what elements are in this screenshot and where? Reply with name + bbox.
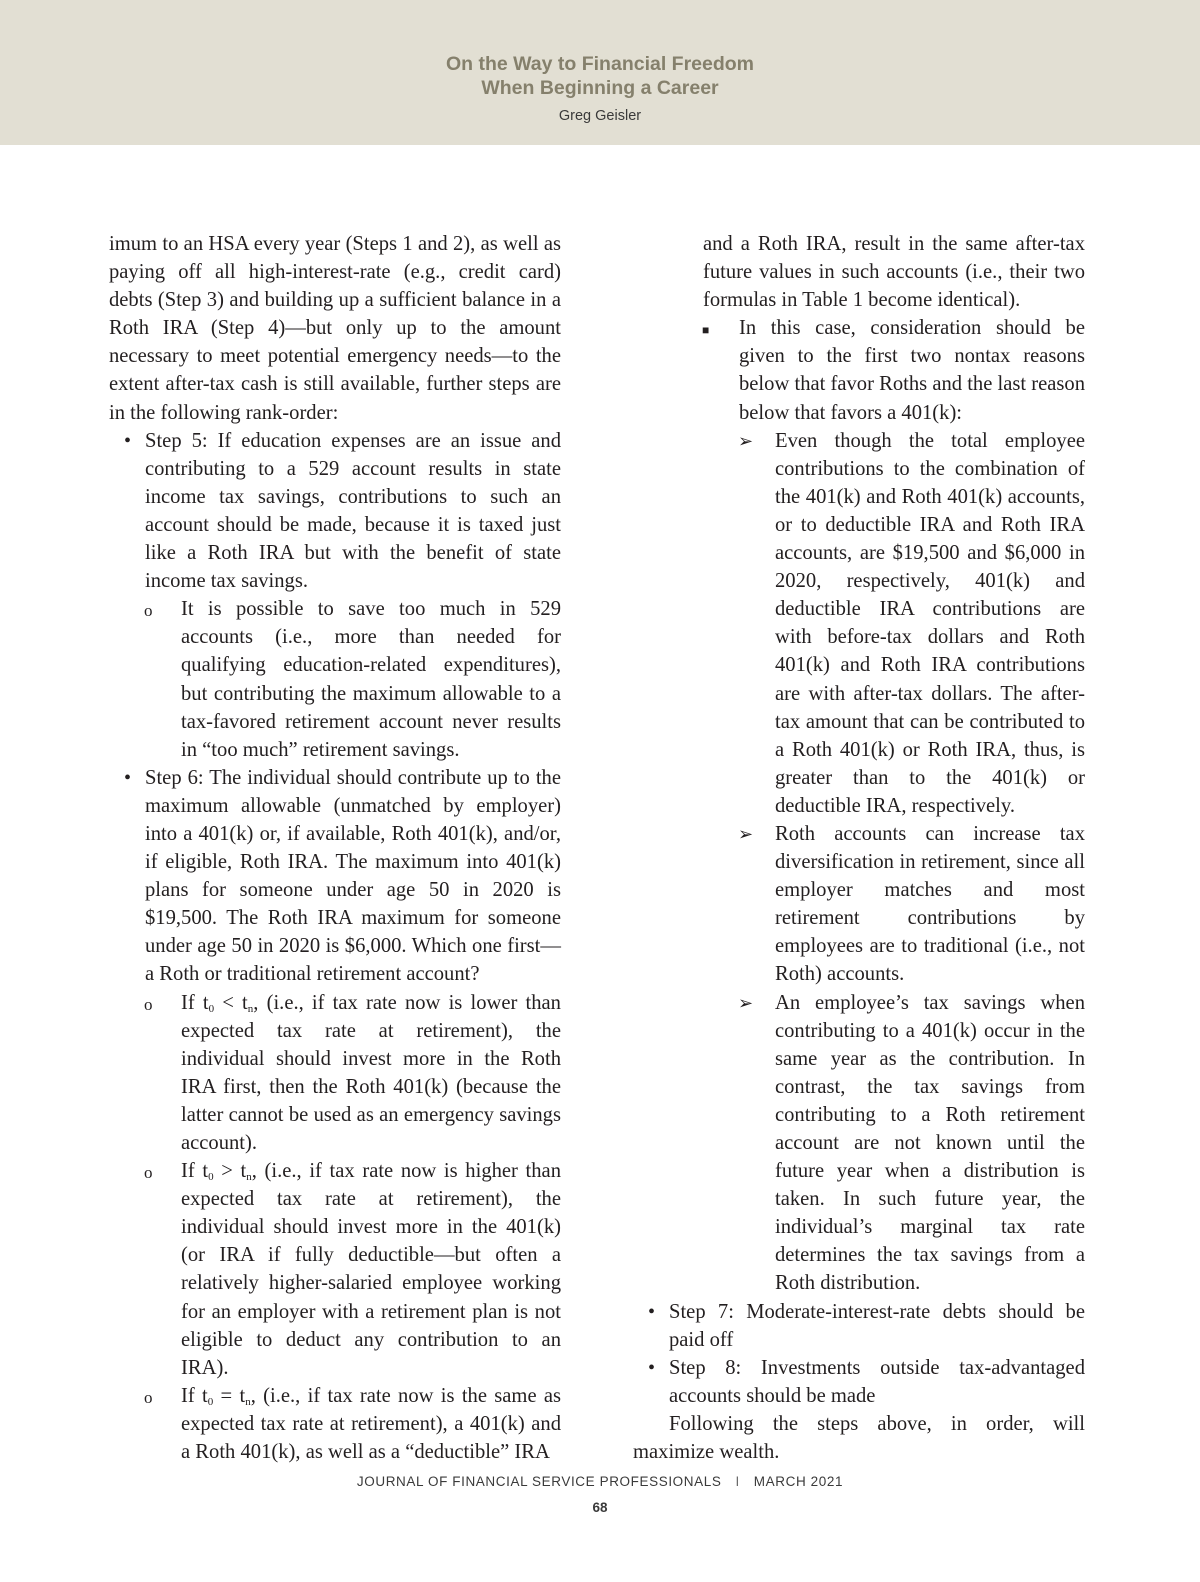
left-column (109, 230, 561, 1466)
circle-marker: o (144, 994, 153, 1014)
issue-date: MARCH 2021 (753, 1474, 844, 1489)
article-title-line-1: On the Way to Financial Freedom (445, 53, 755, 75)
arrow-marker: ➢ (738, 992, 754, 1013)
running-header (0, 0, 1200, 145)
arrow-marker: ➢ (738, 430, 754, 451)
case-higher-text: If $t_0 > t_n$, (i.e., if tax rate now is higher than expected tax rate at retirement), the individual should invest more in the 401(k) (or IRA if fully deductible—but often a relatively higher-salaried employee working for an employer with a retirement plan is not eligible to deduct any contribution to an IRA). (181, 1160, 561, 1379)
list-item-step-6 (109, 764, 561, 989)
arrow-item-reason-1 (633, 427, 1085, 820)
page-number: 68 (592, 1500, 608, 1515)
reason-3-text: An employee’s tax savings when contributing to a 401(k) occur in the same year as the contribution. In contrast, the tax savings from contributing to a Roth retirement account are not known until the future year when a distribution is taken. In such future year, the individual’s marginal tax rate determines the tax savings from a Roth distribution. (775, 991, 1085, 1295)
right-column (633, 230, 1085, 1466)
running-footer (0, 1474, 1200, 1489)
step-6-text: Step 6: The individual should contribute up to the maximum allowable (unmatched by employer) into a 401(k) or, if available, Roth 401(k), and/or, if eligible, Roth IRA. The maximum into 401(k) plans for someone under age 50 in 2020 is $19,500. The Roth IRA maximum for someone under age 50 in 2020 is $6,000. Which one first—a Roth or traditional retirement account? (145, 766, 561, 986)
step-5-sub-text: It is possible to save too much in 529 accounts (i.e., more than needed for qualifying education-related expenditures), but contributing the maximum allowable to a tax-favored retirement account never results in “too much” retirement savings. (181, 598, 561, 761)
arrow-item-reason-2 (633, 820, 1085, 989)
case-equal-text: If $t_0 = t_n$, (i.e., if tax rate now is the same as expected tax rate at retirement), a 401(k) and a Roth 401(k), as well as a “deductible” IRA (181, 1384, 562, 1464)
bullet-marker: • (648, 1300, 656, 1323)
article-title (0, 52, 1200, 100)
square-item-text: In this case, consideration should be given to the first two nontax reasons below that favor Roths and the last reason below that favors a 401(k): (739, 317, 1086, 424)
continuation-text: and a Roth IRA, result in the same after-tax future values in such accounts (i.e., their two formulas in Table 1 become identical). (703, 233, 1085, 312)
bullet-marker: • (124, 429, 132, 452)
circle-marker: o (144, 1387, 153, 1407)
case-lower-text: If $t_0 < t_n$, (i.e., if tax rate now is lower than expected tax rate at retirement), the individual should invest more in the Roth IRA first, then the Roth 401(k) (because the latter cannot be used as an emergency savings account). (181, 991, 561, 1154)
arrow-marker: ➢ (738, 823, 754, 844)
list-item-step-8 (633, 1354, 1085, 1410)
reason-1-text: Even though the total employee contributions to the combination of the 401(k) and Roth 401(k) accounts, or to deductible IRA and Roth IRA accounts, are $19,500 and $6,000 in 2020, respectively, 401(k) and deductible IRA contributions are with before-tax dollars and Roth 401(k) and Roth IRA contributions are with after-tax dollars. The after-tax amount that can be contributed to a Roth 401(k) or Roth IRA, thus, is greater than to the 401(k) or deductible IRA, respectively. (775, 429, 1085, 817)
intro-paragraph: imum to an HSA every year (Steps 1 and 2), as well as paying off all high-interest-rate (e.g., credit card) debts (Step 3) and building up a sufficient balance in a Roth IRA (Step 4)—but only up to the amount necessary to meet potential emergency needs—to the extent after-tax cash is still available, further steps are in the following rank-order: (109, 233, 561, 424)
square-item-same-rate (633, 314, 1085, 426)
bullet-marker: • (648, 1356, 656, 1379)
step-8-text: Step 8: Investments outside tax-advantaged accounts should be made (669, 1356, 1085, 1407)
list-item-step-7 (633, 1298, 1085, 1354)
journal-name: JOURNAL OF FINANCIAL SERVICE PROFESSIONALS (356, 1474, 722, 1489)
closing-paragraph: Following the steps above, in order, will maximize wealth. (633, 1412, 1085, 1464)
footer-separator: I (735, 1474, 740, 1489)
article-title-line-2: When Beginning a Career (481, 77, 719, 99)
bullet-marker: • (124, 766, 132, 789)
arrow-item-reason-3 (633, 989, 1085, 1298)
reason-2-text: Roth accounts can increase tax diversification in retirement, since all employer matches and most retirement contributions by employees are to traditional (i.e., not Roth) accounts. (775, 822, 1085, 986)
sub-item-rate-equal (109, 1382, 561, 1466)
circle-marker: o (144, 601, 153, 621)
list-item-step-5 (109, 427, 561, 596)
sub-item-529-note (109, 595, 561, 764)
step-5-text: Step 5: If education expenses are an issue and contributing to a 529 account results in state income tax savings, contributions to such an account should be made, because it is taxed just like a Roth IRA but with the benefit of state income tax savings. (145, 429, 561, 593)
sub-item-rate-higher (109, 1157, 561, 1382)
square-bullet-marker: ■ (702, 323, 710, 338)
sub-item-rate-lower (109, 989, 561, 1158)
step-7-text: Step 7: Moderate-interest-rate debts should be paid off (669, 1300, 1085, 1351)
article-author: Greg Geisler (558, 108, 642, 124)
circle-marker: o (144, 1163, 153, 1183)
